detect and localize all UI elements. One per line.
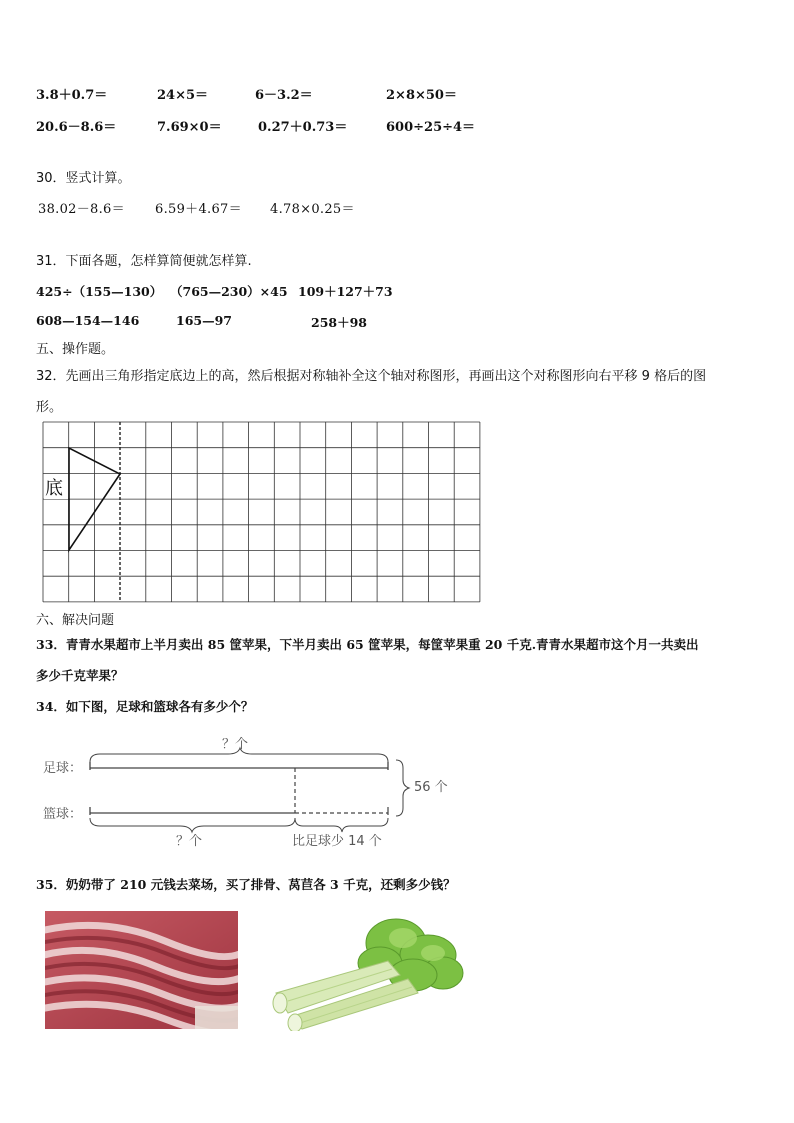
total-label: 56 个 — [414, 780, 448, 795]
q32-text-line2: 形。 — [36, 400, 63, 415]
q33-line2: 多少千克苹果？ — [36, 668, 124, 683]
bottom-brace-right — [295, 818, 388, 832]
pork-ribs-image — [45, 911, 238, 1029]
q30-title: 30．竖式计算。 — [36, 171, 131, 186]
q31-title: 31．下面各题，怎样算简便就怎样算. — [36, 254, 252, 269]
basketball-label: 篮球： — [43, 807, 83, 822]
section-5-title: 五、操作题。 — [36, 342, 115, 357]
oral-calc-5: 20.6－8.6＝ — [36, 120, 117, 135]
top-brace-label: ？个 — [222, 737, 249, 752]
q31-item-6: 258＋98 — [311, 315, 367, 330]
oral-calc-4: 2×8×50＝ — [386, 88, 457, 103]
top-brace — [90, 748, 388, 762]
diff-label: 比足球少 14 个 — [292, 834, 382, 849]
q35-title: 35．奶奶带了 210 元钱去菜场，买了排骨、莴苣各 3 千克，还剩多少钱？ — [36, 877, 456, 892]
q31-item-3: 109＋127＋73 — [298, 284, 393, 299]
oral-calc-1: 3.8＋0.7＝ — [36, 88, 108, 103]
q30-item-1: 38.02－8.6＝ — [38, 202, 125, 217]
oral-calc-2: 24×5＝ — [157, 88, 209, 103]
base-label: 底 — [45, 478, 63, 499]
q30-item-3: 4.78×0.25＝ — [270, 202, 355, 217]
q31-item-4: 608—154—146 — [36, 313, 140, 328]
q32-text-line1: 32．先画出三角形指定底边上的高，然后根据对称轴补全这个轴对称图形，再画出这个对称图形向右平移 9 格后的图 — [36, 369, 707, 384]
oral-calc-6: 7.69×0＝ — [157, 120, 222, 135]
bottom-brace-left — [90, 818, 295, 832]
q31-item-2: （765—230）×45 — [170, 284, 288, 299]
q31-item-1: 425÷（155—130） — [36, 284, 163, 299]
section-6-title: 六、解决问题 — [36, 613, 115, 628]
q33-line1: 33．青青水果超市上半月卖出 85 筐苹果，下半月卖出 65 筐苹果，每筐苹果重 20 千克.青青水果超市这个月一共卖出 — [36, 637, 699, 652]
football-label: 足球： — [43, 761, 83, 776]
bottom-brace-label: ？个 — [176, 834, 203, 849]
q34-title: 34．如下图，足球和篮球各有多少个？ — [36, 699, 254, 714]
oral-calc-3: 6－3.2＝ — [255, 88, 313, 103]
q31-item-5: 165—97 — [176, 313, 232, 328]
lettuce-stem-image — [268, 913, 468, 1031]
right-brace — [396, 760, 409, 816]
oral-calc-8: 600÷25÷4＝ — [386, 120, 476, 135]
q30-item-2: 6.59＋4.67＝ — [155, 202, 242, 217]
oral-calc-7: 0.27＋0.73＝ — [258, 120, 348, 135]
